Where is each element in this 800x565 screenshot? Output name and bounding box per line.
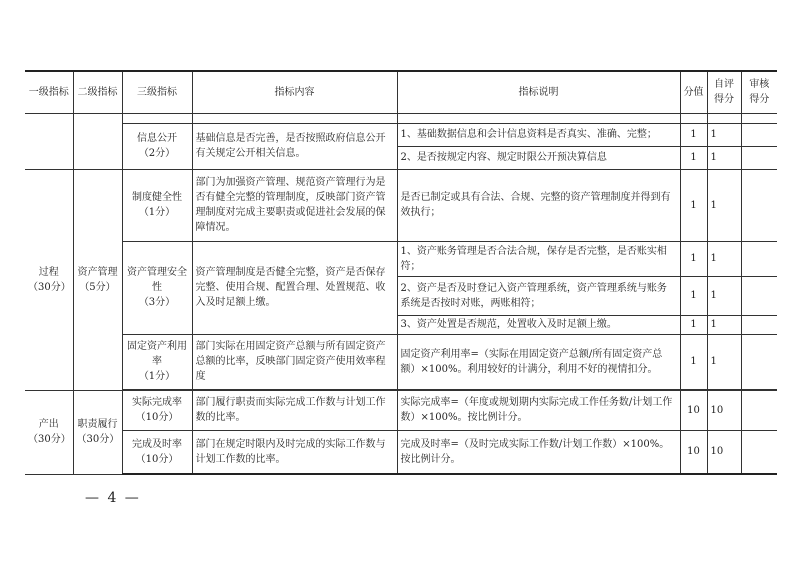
safe-desc-2: 2、资产是否及时登记入资产管理系统，资产管理系统与账务系统是否按时对账，两账相符； <box>397 276 680 315</box>
safe-score-1: 1 <box>680 241 707 276</box>
time-desc: 完成及时率=（及时完成实际工作数/计划工作数）×100%。按比例计分。 <box>397 430 680 474</box>
rate-points: （10分） <box>135 412 179 423</box>
sys-points: （1分） <box>138 207 176 218</box>
safe-desc-1: 1、资产账务管理是否合法合规，保存是否完整，是否账实相符； <box>397 241 680 276</box>
info-score-2: 1 <box>680 146 707 169</box>
rate-self-score: 10 <box>707 390 741 430</box>
output-points: （30分） <box>28 434 71 445</box>
info-score-1: 1 <box>680 123 707 146</box>
fix-points: （1分） <box>138 371 176 382</box>
table-row <box>25 123 777 146</box>
table-row <box>25 334 777 389</box>
time-content: 部门在规定时限内及时完成的实际工作数与计划工作数的比率。 <box>192 430 397 474</box>
info-points: （2分） <box>138 148 176 159</box>
safe-score-2: 1 <box>680 276 707 315</box>
time-name: 完成及时率 <box>132 438 182 450</box>
info-desc-1: 1、基础数据信息和会计信息资料是否真实、准确、完整； <box>397 123 680 146</box>
safe-self-score-3: 1 <box>707 315 741 334</box>
output-name: 产出 <box>38 419 59 430</box>
header-level3: 三级指标 <box>122 71 192 113</box>
rate-desc: 实际完成率=（年度或规划期内实际完成工作任务数/计划工作数）×100%。按比例计分。 <box>397 390 680 430</box>
table-row <box>25 241 777 276</box>
rate-score: 10 <box>680 390 707 430</box>
output-cell <box>25 390 73 474</box>
safe-points: （3分） <box>138 297 176 308</box>
safe-content: 资产管理制度是否健全完整，资产是否保存完整、使用合规、配置合理、处置规范、收入及时足额上缴。 <box>192 241 397 334</box>
header-level2: 二级指标 <box>73 71 122 113</box>
time-cell <box>122 430 192 474</box>
safe-score-3: 1 <box>680 315 707 334</box>
indicator-table <box>25 70 777 475</box>
fix-score: 1 <box>680 334 707 389</box>
fix-content: 部门实际在用固定资产总额与所有固定资产总额的比率，反映部门固定资产使用效率程度 <box>192 334 397 389</box>
info-name: 信息公开 <box>137 133 177 144</box>
info-cell <box>122 123 192 169</box>
rate-content: 部门履行职责而实际完成工作数与计划工作数的比率。 <box>192 390 397 430</box>
sys-self-score: 1 <box>707 169 741 241</box>
table-row <box>25 390 777 430</box>
time-points: （10分） <box>135 453 179 465</box>
safe-desc-3: 3、资产处置是否规范，处置收入及时足额上缴。 <box>397 315 680 334</box>
rate-cell <box>122 390 192 430</box>
fix-self-score: 1 <box>707 334 741 389</box>
rate-name: 实际完成率 <box>132 397 182 408</box>
duty-points: （30分） <box>76 434 120 445</box>
sys-content: 部门为加强资产管理、规范资产管理行为是否有健全完整的管理制度，反映部门资产管理制度对完成主要职责或促进社会发展的保障情况。 <box>192 169 397 241</box>
asset-points: （5分） <box>79 281 116 293</box>
fix-desc: 固定资产利用率=（实际在用固定资产总额/所有固定资产总额）×100%。利用较好的计满分，利用不好的视情扣分。 <box>397 334 680 389</box>
table-row <box>25 113 777 123</box>
process-points: （30分） <box>28 281 71 293</box>
page-number: — 4 — <box>85 490 141 506</box>
safe-self-score-1: 1 <box>707 241 741 276</box>
header-content: 指标内容 <box>192 71 397 113</box>
sys-desc: 是否已制定或具有合法、合规、完整的资产管理制度并得到有效执行； <box>397 169 680 241</box>
info-self-score-2: 1 <box>707 146 741 169</box>
info-content: 基础信息是否完善，是否按照政府信息公开有关规定公开相关信息。 <box>192 123 397 169</box>
table-row <box>25 169 777 241</box>
table-header-row <box>25 71 777 113</box>
safe-name: 资产管理安全性 <box>127 267 187 293</box>
asset-cell <box>73 169 122 390</box>
safe-self-score-2: 1 <box>707 276 741 315</box>
header-score: 分值 <box>680 71 707 113</box>
header-self-score: 自评得分 <box>707 71 741 113</box>
fix-cell <box>122 334 192 389</box>
table-row <box>25 430 777 474</box>
info-desc-2: 2、是否按规定内容、规定时限公开预决算信息 <box>397 146 680 169</box>
duty-cell <box>73 390 122 474</box>
fix-name: 固定资产利用率 <box>127 341 187 367</box>
time-self-score: 10 <box>707 430 741 474</box>
process-name: 过程 <box>38 266 59 278</box>
asset-name: 资产管理 <box>77 266 118 278</box>
header-audit-score: 审核得分 <box>741 71 777 113</box>
process-cell <box>25 169 73 390</box>
sys-name: 制度健全性 <box>132 192 182 203</box>
time-score: 10 <box>680 430 707 474</box>
info-self-score-1: 1 <box>707 123 741 146</box>
header-desc: 指标说明 <box>397 71 680 113</box>
sys-score: 1 <box>680 169 707 241</box>
sys-cell <box>122 169 192 241</box>
header-level1: 一级指标 <box>25 71 73 113</box>
safe-cell <box>122 241 192 334</box>
duty-name: 职责履行 <box>77 419 118 430</box>
